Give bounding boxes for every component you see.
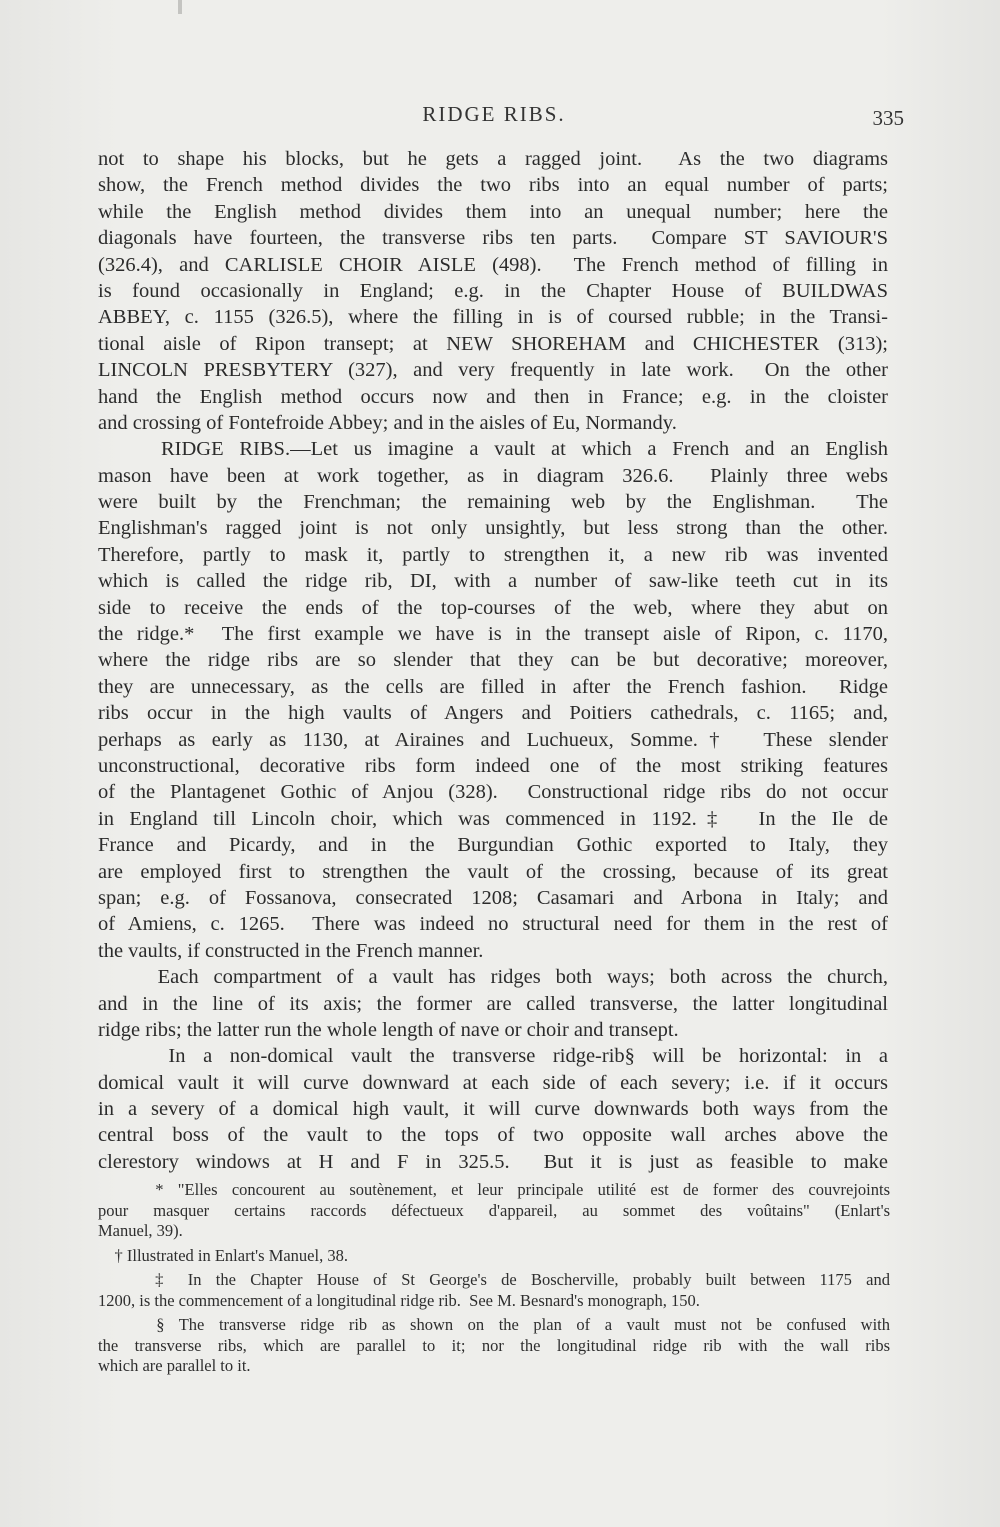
body-line: Therefore, partly to mask it, partly to strengthen it, a new rib was invented: [98, 543, 888, 566]
body-line: in a severy of a domical high vault, it will curve downwards both ways from the: [98, 1098, 888, 1121]
body-line: ABBEY, c. 1155 (326.5), where the filling in is of coursed rubble; in the Transi-: [98, 306, 888, 329]
body-line: clerestory windows at H and F in 325.5. But it is just as feasible to make: [98, 1150, 888, 1173]
footnote-line: § The transverse ridge rib as shown on the plan of a vault must not be confused with: [98, 1315, 890, 1334]
running-title: RIDGE RIBS.: [422, 102, 566, 126]
body-line: and crossing of Fontefroide Abbey; and in the aisles of Eu, Normandy.: [98, 411, 677, 434]
body-line: unconstructional, decorative ribs form indeed one of the most striking features: [98, 754, 888, 777]
body-line: hand the English method occurs now and then in France; e.g. in the cloister: [98, 385, 888, 408]
body-line: and in the line of its axis; the former are called transverse, the latter longitudinal: [98, 992, 888, 1015]
body-line: while the English method divides them into an unequal number; here the: [98, 200, 888, 223]
footnote-line: pour masquer certains raccords défectueux d'appareil, au sommet des voûtains" (Enlart's: [98, 1200, 890, 1220]
body-line: perhaps as early as 1130, at Airaines and Luchueux, Somme.† These slender: [98, 728, 888, 751]
footnote-line: which are parallel to it.: [98, 1356, 251, 1375]
body-line: where the ridge ribs are so slender that they can be but decorative; moreover,: [98, 649, 888, 672]
footnote-line: 1200, is the commencement of a longitudinal ridge rib. See M. Besnard's monograph, 150.: [98, 1290, 700, 1310]
body-line: are employed first to strengthen the vault of the crossing, because of its great: [98, 860, 888, 883]
body-line: not to shape his blocks, but he gets a ragged joint. As the two diagrams: [98, 148, 888, 170]
body-line: (326.4), and CARLISLE CHOIR AISLE (498). The French method of filling in: [98, 253, 888, 276]
page-number: 335: [872, 106, 904, 130]
body-line: LINCOLN PRESBYTERY (327), and very frequently in late work. On the other: [98, 359, 888, 382]
footnotes: [98, 1180, 890, 1377]
body-line: RIDGE RIBS.—Let us imagine a vault at which a French and an English: [98, 438, 888, 461]
footnote-line: the transverse ribs, which are parallel to it; nor the longitudinal ridge rib with the wall ribs: [98, 1335, 890, 1355]
body-line: Englishman's ragged joint is not only unsightly, but less strong than the other.: [98, 517, 888, 540]
body-line: side to receive the ends of the top-courses of the web, where they abut on: [98, 596, 888, 619]
body-line: which is called the ridge rib, DI, with a number of saw-like teeth cut in its: [98, 570, 888, 593]
body-line: central boss of the vault to the tops of two opposite wall arches above the: [98, 1124, 888, 1147]
footnote-line: ‡ In the Chapter House of St George's de Boscherville, probably built between 1175 and: [98, 1270, 890, 1289]
body-line: France and Picardy, and in the Burgundian Gothic exported to Italy, they: [98, 834, 888, 857]
body-line: is found occasionally in England; e.g. in the Chapter House of BUILDWAS: [98, 279, 888, 302]
body-line: of Amiens, c. 1265. There was indeed no structural need for them in the rest of: [98, 913, 888, 936]
scan-mark: [178, 0, 182, 14]
body-line: tional aisle of Ripon transept; at NEW SHOREHAM and CHICHESTER (313);: [98, 332, 888, 355]
body-line: in England till Lincoln choir, which was commenced in 1192.‡ In the Ile de: [98, 807, 888, 830]
body-line: ribs occur in the high vaults of Angers and Poitiers cathedrals, c. 1165; and,: [98, 702, 888, 725]
body-line: mason have been at work together, as in diagram 326.6. Plainly three webs: [98, 464, 888, 487]
body-line: diagonals have fourteen, the transverse ribs ten parts. Compare ST SAVIOUR'S: [98, 227, 888, 250]
footnote-line: * "Elles concourent au soutènement, et leur principale utilité est de former des couvrejoints: [98, 1180, 890, 1199]
body-line: show, the French method divides the two ribs into an equal number of parts;: [98, 174, 888, 197]
body-line: ridge ribs; the latter run the whole length of nave or choir and transept.: [98, 1018, 679, 1041]
body-text: [98, 146, 888, 1175]
body-line: span; e.g. of Fossanova, consecrated 1208; Casamari and Arbona in Italy; and: [98, 886, 888, 909]
page-header: [98, 100, 904, 134]
body-line: In a non-domical vault the transverse ridge-rib§ will be horizontal: in a: [98, 1045, 888, 1068]
body-line: domical vault it will curve downward at each side of each severy; i.e. if it occurs: [98, 1071, 888, 1094]
footnote-line: † Illustrated in Enlart's Manuel, 38.: [98, 1245, 348, 1265]
body-line: they are unnecessary, as the cells are filled in after the French fashion. Ridge: [98, 675, 888, 698]
body-line: Each compartment of a vault has ridges both ways; both across the church,: [98, 966, 888, 989]
body-line: were built by the Frenchman; the remaining web by the Englishman. The: [98, 491, 888, 514]
footnote-line: Manuel, 39).: [98, 1221, 183, 1240]
body-line: of the Plantagenet Gothic of Anjou (328). Constructional ridge ribs do not occur: [98, 781, 888, 804]
body-line: the vaults, if constructed in the French manner.: [98, 939, 484, 962]
body-line: the ridge.* The first example we have is in the transept aisle of Ripon, c. 1170,: [98, 623, 888, 646]
